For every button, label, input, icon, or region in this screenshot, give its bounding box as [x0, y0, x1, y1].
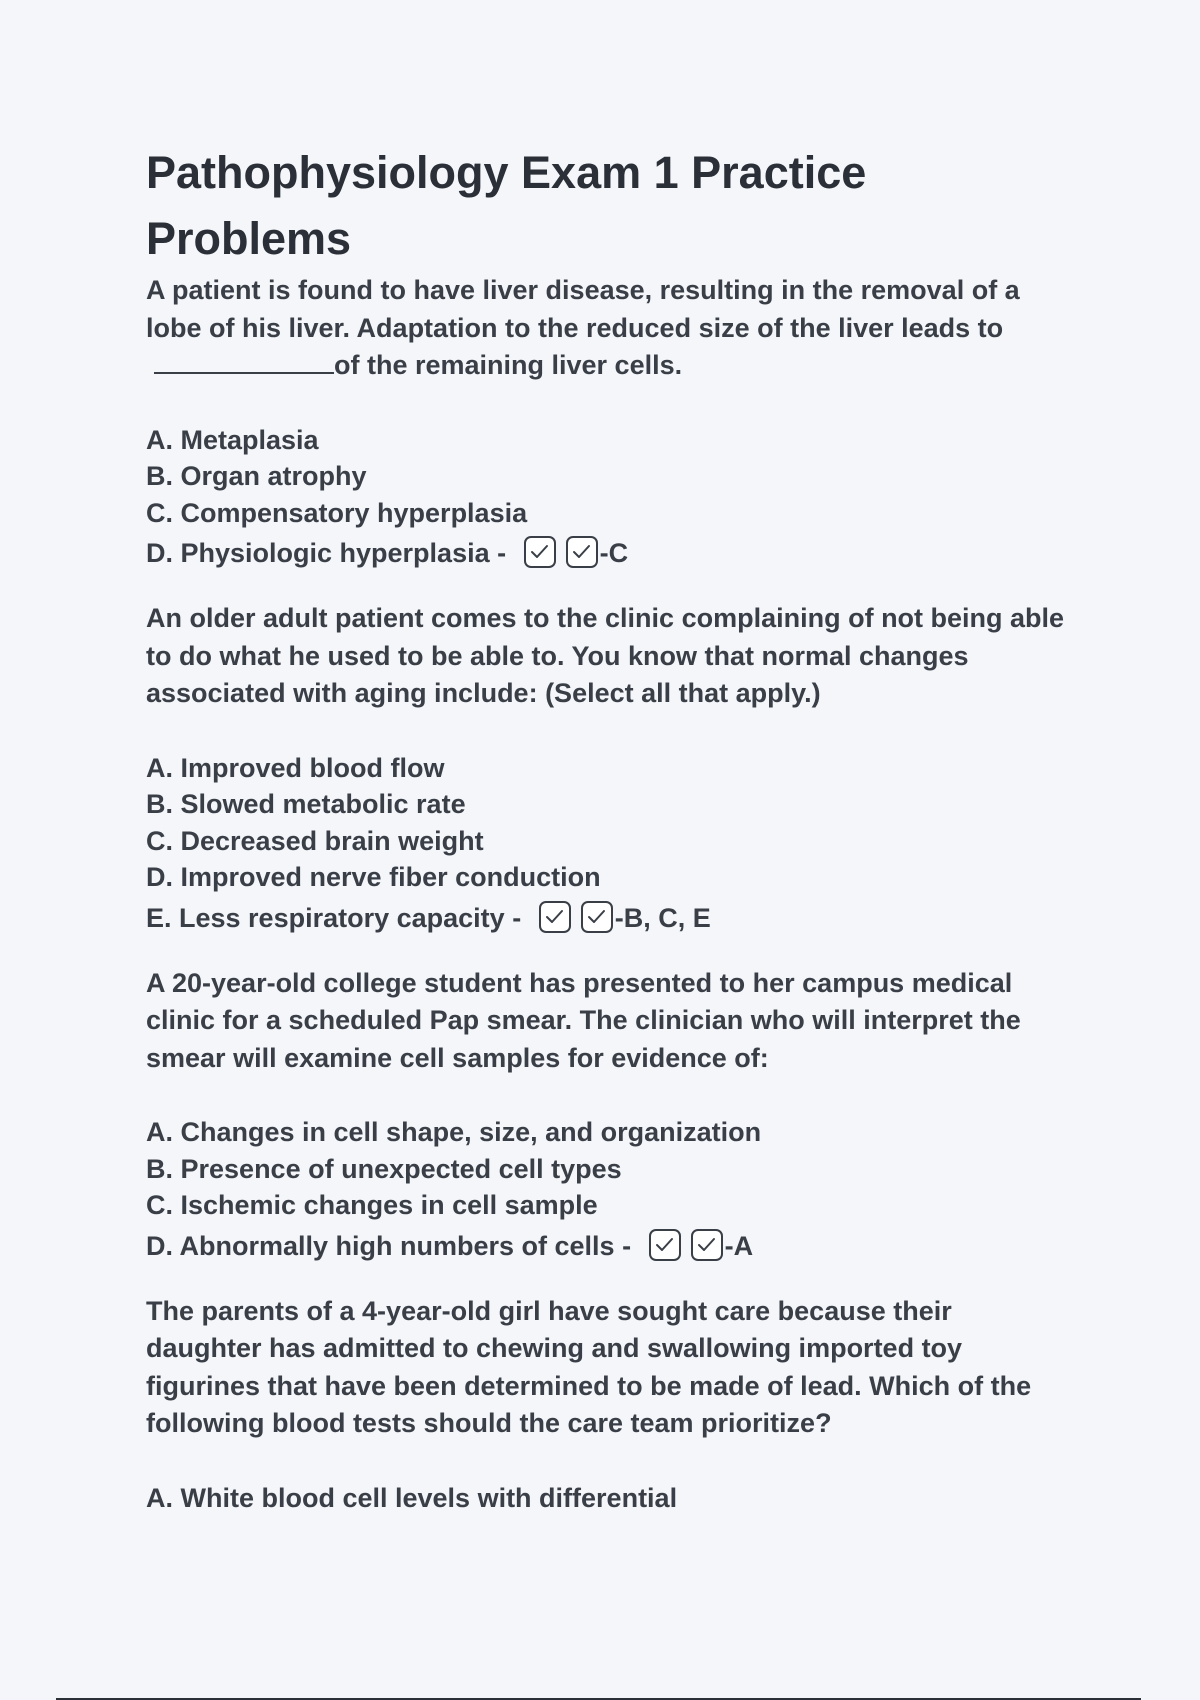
option-item: A. Improved blood flow — [146, 752, 445, 783]
question-2-options — [146, 750, 1066, 940]
option-label: E. Less respiratory capacity - — [146, 902, 522, 933]
checkbox-checked-icon — [539, 901, 571, 933]
question-4-options — [146, 1480, 1066, 1517]
question-3-options — [146, 1114, 1066, 1268]
question-1-stem-text-after: of the remaining liver cells. — [334, 350, 683, 380]
option-item: D. Improved nerve fiber conduction — [146, 862, 601, 892]
checkbox-checked-icon — [581, 901, 613, 933]
answer-key: -C — [599, 538, 629, 568]
option-item: A. White blood cell levels with differential — [146, 1482, 678, 1513]
option-label: D. Abnormally high numbers of cells - — [146, 1230, 632, 1261]
checkbox-checked-icon — [524, 536, 556, 568]
answer-key: -B, C, E — [614, 902, 711, 933]
option-item: A. Changes in cell shape, size, and organization — [146, 1117, 762, 1147]
checkbox-checked-icon — [566, 536, 598, 568]
question-1-stem-text: A patient is found to have liver disease, resulting in the removal of a lobe of his liver. Adaptation to the reduced size of the liver leads to — [146, 275, 1020, 343]
question-1-options — [146, 422, 1066, 576]
checkbox-checked-icon — [649, 1229, 681, 1261]
option-item-with-answer — [146, 896, 1066, 940]
option-item: C. Compensatory hyperplasia — [146, 497, 528, 528]
question-4-stem: The parents of a 4-year-old girl have sought care because their daughter has admitted to chewing and swallowing imported toy figurines that have been determined to be made of lead. Which of the following blood tests should the care team prioritize? — [146, 1295, 1032, 1438]
option-item: A. Metaplasia — [146, 424, 319, 455]
option-item: C. Ischemic changes in cell sample — [146, 1190, 598, 1220]
page-title: Pathophysiology Exam 1 Practice Problems — [146, 147, 867, 264]
checkbox-checked-icon — [691, 1229, 723, 1261]
option-item: B. Slowed metabolic rate — [146, 789, 466, 819]
document-body — [146, 140, 1066, 1516]
option-item: B. Organ atrophy — [146, 461, 367, 491]
option-item: C. Decreased brain weight — [146, 825, 484, 856]
question-3-stem: A 20-year-old college student has presented to her campus medical clinic for a scheduled Pap smear. The clinician who will interpret the smear will examine cell samples for evidence of: — [146, 967, 1021, 1073]
question-2-stem: An older adult patient comes to the clinic complaining of not being able to do what he used to be able to. You know that normal changes associated with aging include: (Select all that apply.) — [146, 603, 1065, 708]
option-item: B. Presence of unexpected cell types — [146, 1153, 622, 1184]
answer-key: -A — [724, 1230, 754, 1261]
option-item-with-answer — [146, 531, 1066, 575]
question-1-stem — [146, 272, 1066, 385]
option-item-with-answer — [146, 1224, 1066, 1268]
option-label: D. Physiologic hyperplasia - — [146, 538, 507, 568]
answer-blank — [154, 350, 334, 374]
